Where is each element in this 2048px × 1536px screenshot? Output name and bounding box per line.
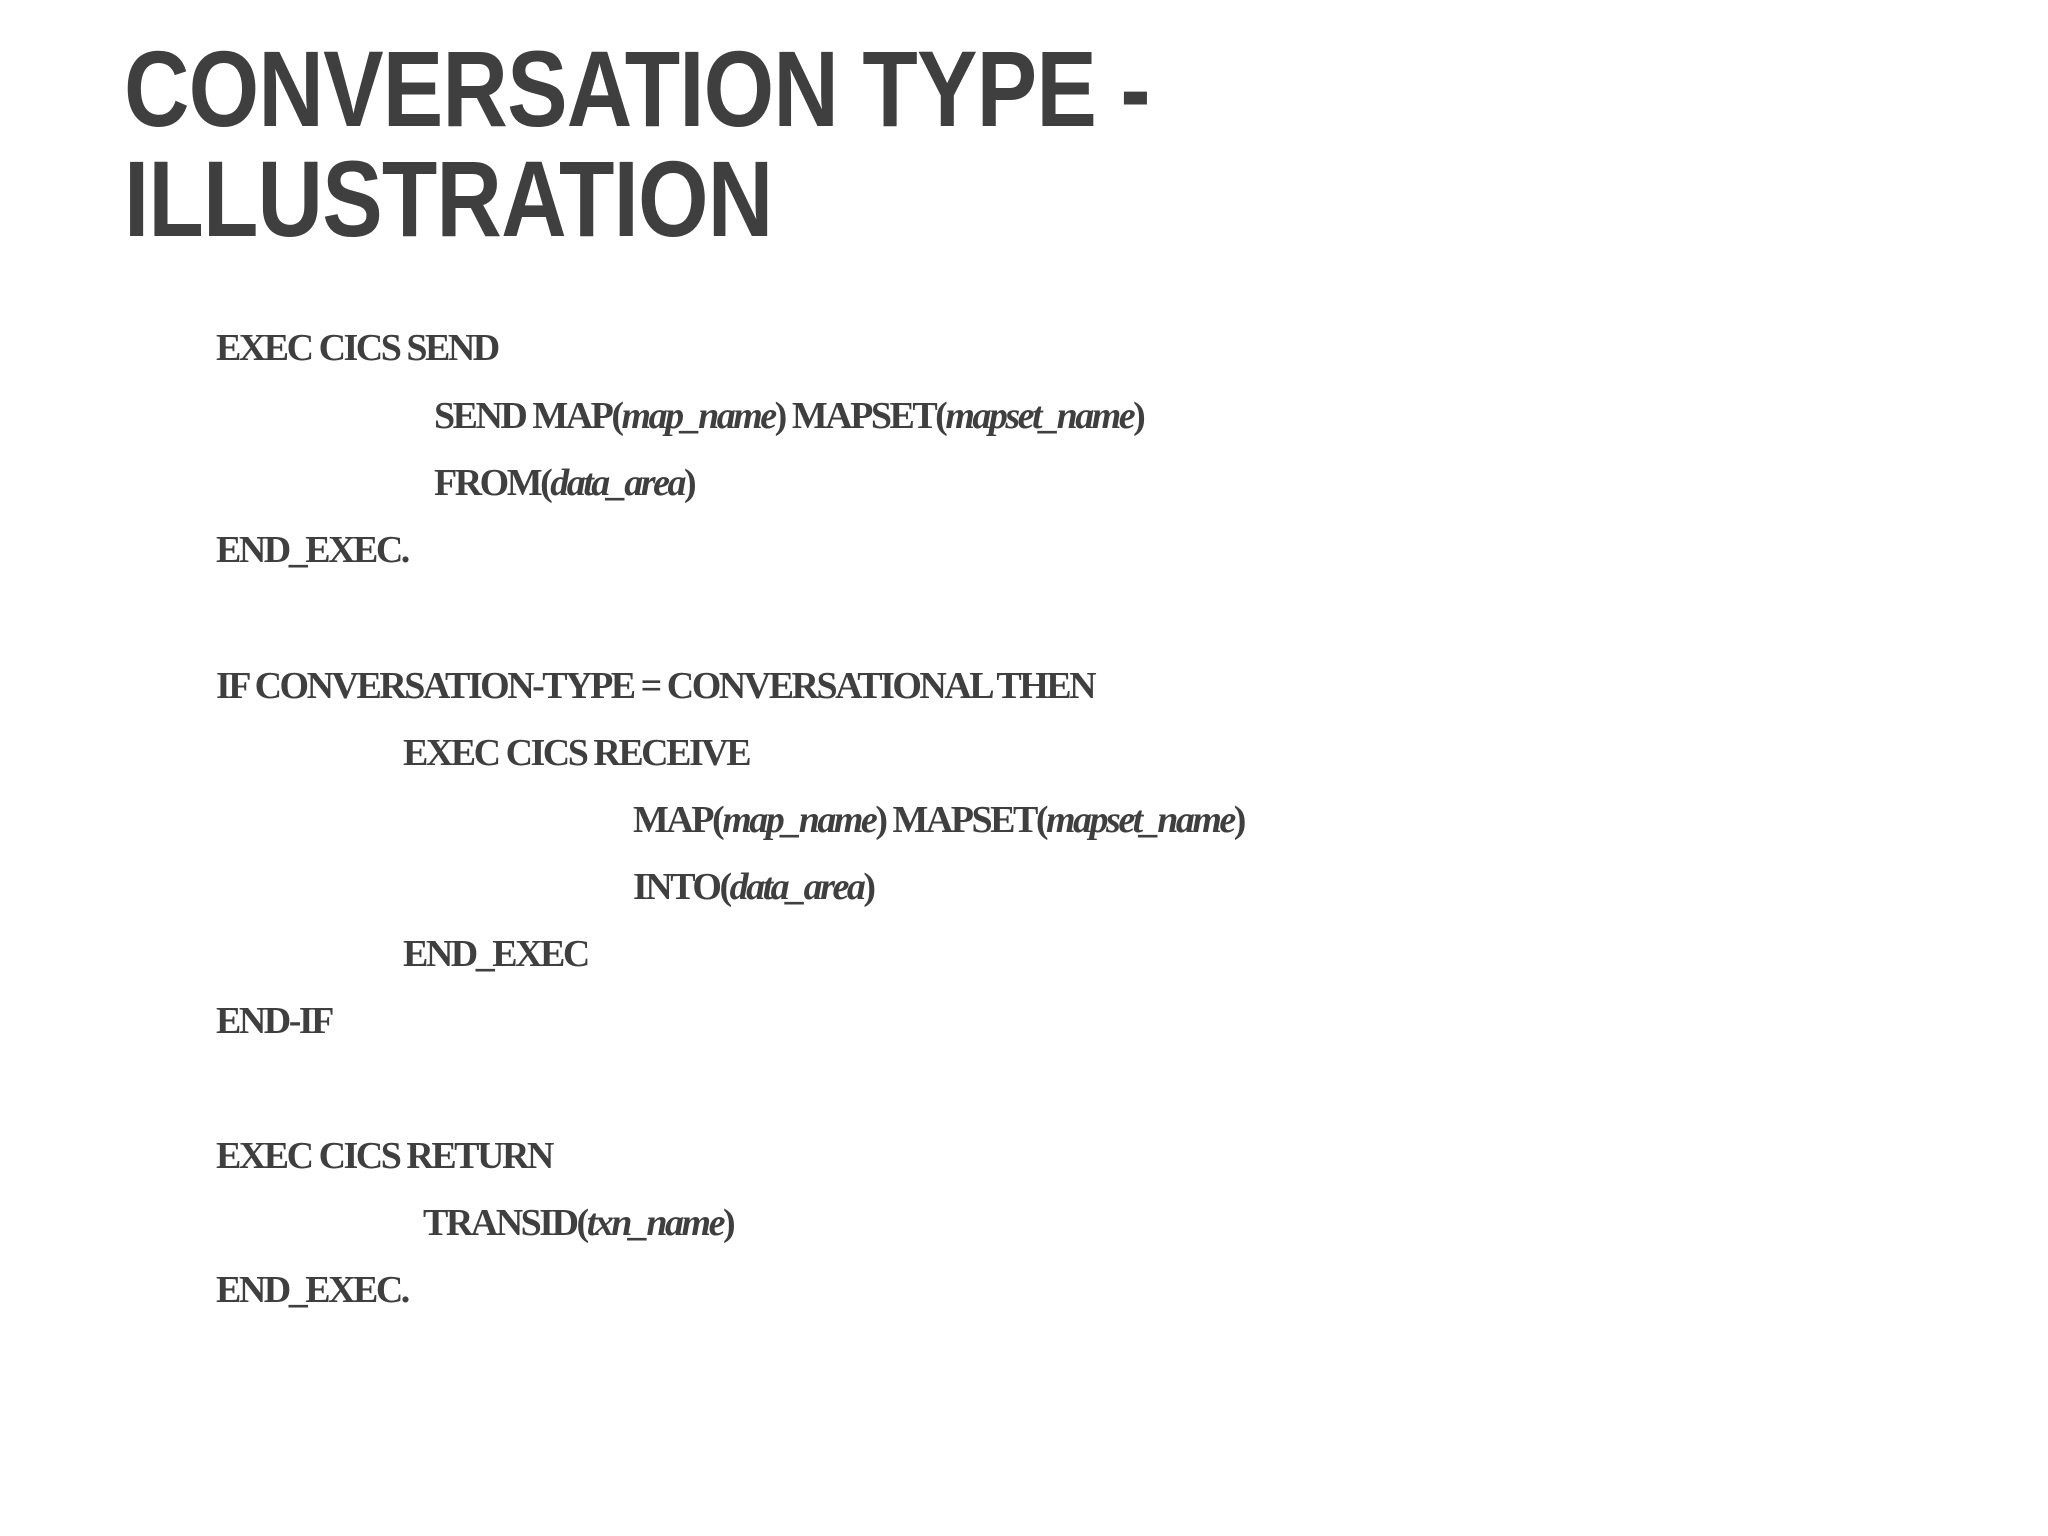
code-line-end-exec-2 bbox=[403, 932, 588, 976]
code-line-exec-send bbox=[216, 326, 498, 370]
code-line-end-exec-3 bbox=[216, 1268, 408, 1312]
code-keyword: INTO( bbox=[633, 866, 730, 908]
code-keyword: END_EXEC. bbox=[216, 1269, 408, 1311]
code-keyword: ) bbox=[683, 462, 695, 504]
code-argument: data_area bbox=[729, 866, 864, 908]
code-keyword: END_EXEC bbox=[403, 933, 588, 975]
slide-title-line-2: ILLUSTRATION bbox=[124, 138, 773, 259]
code-argument: map_name bbox=[722, 799, 876, 841]
code-keyword: ) bbox=[863, 866, 874, 908]
code-keyword: MAP( bbox=[633, 799, 723, 841]
code-keyword: ) bbox=[1233, 799, 1244, 841]
code-line-end-exec-1 bbox=[216, 528, 408, 572]
code-keyword: IF CONVERSATION-TYPE = CONVERSATIONAL THEN bbox=[216, 665, 1095, 707]
code-keyword: SEND MAP( bbox=[434, 395, 622, 437]
code-keyword: FROM( bbox=[434, 462, 551, 504]
code-keyword: EXEC CICS RETURN bbox=[216, 1135, 552, 1177]
code-line-if bbox=[216, 664, 1094, 708]
code-line-exec-receive bbox=[403, 731, 749, 775]
code-keyword: TRANSID( bbox=[423, 1202, 587, 1244]
code-line-receive-map bbox=[633, 798, 1244, 842]
code-argument: txn_name bbox=[586, 1202, 723, 1244]
code-argument: data_area bbox=[550, 462, 684, 504]
code-keyword: ) MAPSET( bbox=[875, 799, 1046, 841]
code-line-transid bbox=[423, 1201, 733, 1245]
code-keyword: EXEC CICS SEND bbox=[216, 327, 498, 369]
code-keyword: END-IF bbox=[216, 1000, 332, 1042]
code-line-into bbox=[633, 865, 873, 909]
code-argument: map_name bbox=[621, 395, 775, 437]
code-argument: mapset_name bbox=[1045, 799, 1234, 841]
code-line-end-if bbox=[216, 999, 332, 1043]
code-keyword: ) bbox=[722, 1202, 734, 1244]
code-argument: mapset_name bbox=[945, 395, 1134, 437]
code-keyword: ) MAPSET( bbox=[774, 395, 946, 437]
code-line-from bbox=[434, 461, 694, 505]
code-keyword: EXEC CICS RECEIVE bbox=[403, 732, 750, 774]
code-keyword: ) bbox=[1133, 395, 1144, 437]
code-keyword: END_EXEC. bbox=[216, 529, 408, 571]
code-line-send-map bbox=[434, 394, 1143, 438]
slide-title-line-1: CONVERSATION TYPE - bbox=[124, 28, 1150, 149]
code-line-exec-return bbox=[216, 1134, 552, 1178]
